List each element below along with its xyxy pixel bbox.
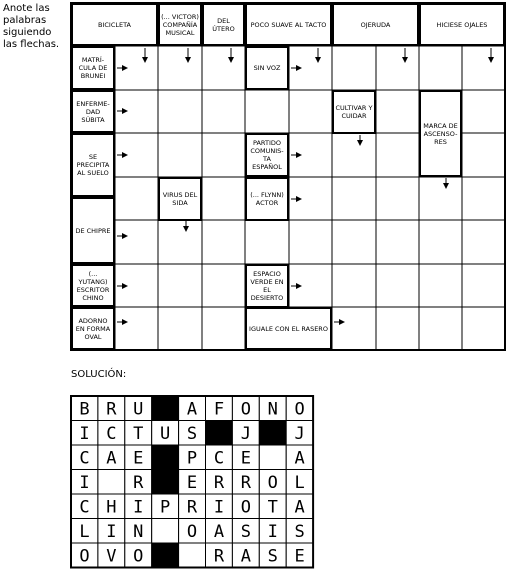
solution-letter: J	[240, 423, 251, 444]
instructions: Anote las palabras siguiendo las flechas.	[3, 3, 60, 50]
solution-letter: C	[79, 497, 90, 518]
solution-letter: L	[79, 521, 90, 542]
solution-letter: L	[294, 472, 305, 493]
solution-letter: O	[186, 521, 198, 542]
solution-letter: P	[160, 497, 171, 518]
solution-letter: A	[186, 399, 198, 420]
solution-letter: R	[186, 497, 198, 518]
solution-letter: S	[294, 521, 305, 542]
solution-letter: I	[79, 472, 90, 493]
inner-clue: PARTIDO COMUNIS-TA ESPAÑOL	[250, 139, 284, 171]
inner-clue: IGUALE CON EL RASERO	[249, 324, 328, 333]
solution-cell	[206, 421, 233, 446]
solution-letter: R	[106, 399, 117, 420]
inner-clue: SIN VOZ	[253, 64, 281, 72]
solution-letter: I	[213, 497, 225, 518]
solution-letter: S	[186, 423, 198, 444]
solution-letter: O	[267, 472, 278, 493]
solution-letter: B	[79, 399, 90, 420]
left-clue: SE PRECIPITA AL SUELO	[76, 153, 110, 177]
top-clue: DEL ÚTERO	[212, 16, 235, 33]
solution-cell	[179, 543, 206, 568]
solution-letter: R	[240, 472, 251, 493]
top-clue: BICICLETA	[97, 20, 131, 29]
top-clue: (... VICTOR) COMPAÑÍA MUSICAL	[161, 12, 199, 37]
solution-cell	[98, 470, 125, 495]
solution-letter: F	[213, 399, 225, 420]
solution-letter: I	[267, 521, 278, 542]
solution-letter: A	[294, 497, 305, 518]
solution-cell	[152, 543, 179, 568]
inner-clue: MARCA DE ASCENSO-RES	[423, 121, 458, 146]
solution-letter: V	[106, 546, 117, 567]
solution-letter: I	[106, 521, 117, 542]
solution-letter: O	[240, 399, 251, 420]
solution-letter: C	[79, 448, 90, 469]
solution-letter: E	[133, 448, 144, 469]
top-clue: HICIESE OJALES	[436, 20, 488, 29]
inner-clue: VIRUS DEL SIDA	[162, 191, 198, 207]
solution-letter: E	[240, 448, 251, 469]
solution-letter: T	[133, 423, 144, 444]
solution-letter: H	[106, 497, 117, 518]
solution-cell	[152, 470, 179, 495]
solution-cell	[259, 445, 286, 470]
left-clue: MATRÍ-CULA DE BRUNEI	[78, 56, 108, 80]
solution-letter: A	[240, 546, 251, 567]
inner-clue: CULTIVAR Y CUIDAR	[335, 104, 373, 120]
solution-letter: P	[186, 448, 198, 469]
inner-clue: ESPACIO VERDE EN EL DESIERTO	[250, 270, 284, 302]
solution-letter: J	[294, 423, 305, 444]
solution-letter: C	[106, 423, 117, 444]
left-clue: ADORNO EN FORMA OVAL	[75, 316, 111, 341]
solution-letter: S	[267, 546, 278, 567]
solution-letter: N	[133, 521, 144, 542]
solution-cell	[152, 396, 179, 421]
left-clue: DE CHIPRE	[75, 226, 111, 235]
solution-letter: O	[294, 399, 305, 420]
solution-label: SOLUCIÓN:	[71, 369, 127, 380]
solution-cell	[152, 519, 179, 544]
solution-letter: A	[294, 448, 305, 469]
solution-letter: E	[186, 472, 198, 493]
solution-letter: A	[213, 521, 225, 542]
solution-letter: I	[79, 423, 90, 444]
solution-letter: O	[240, 497, 251, 518]
top-clue: POCO SUAVE AL TACTO	[250, 20, 327, 29]
solution-cell	[259, 421, 286, 446]
solution-letter: R	[133, 472, 144, 493]
solution-letter: E	[294, 546, 305, 567]
inner-clue: (... FLYNN) ACTOR	[250, 191, 284, 207]
left-clue: (... YUTANG) ESCRITOR CHINO	[76, 269, 110, 302]
solution-cell	[152, 445, 179, 470]
solution-letter: I	[133, 497, 144, 518]
solution-letter: O	[133, 546, 144, 567]
solution-letter: R	[213, 546, 225, 567]
solution-letter: R	[213, 472, 225, 493]
solution-letter: S	[240, 521, 251, 542]
solution-letter: A	[106, 448, 117, 469]
solution-letter: U	[160, 423, 171, 444]
left-clue: ENFERME-DAD SÚBITA	[76, 99, 110, 124]
solution-letter: T	[267, 497, 278, 518]
top-clue: OJERUDA	[360, 20, 391, 29]
solution-letter: U	[133, 399, 144, 420]
solution-letter: O	[79, 546, 90, 567]
solution-letter: N	[267, 399, 278, 420]
solution-letter: C	[213, 448, 225, 469]
